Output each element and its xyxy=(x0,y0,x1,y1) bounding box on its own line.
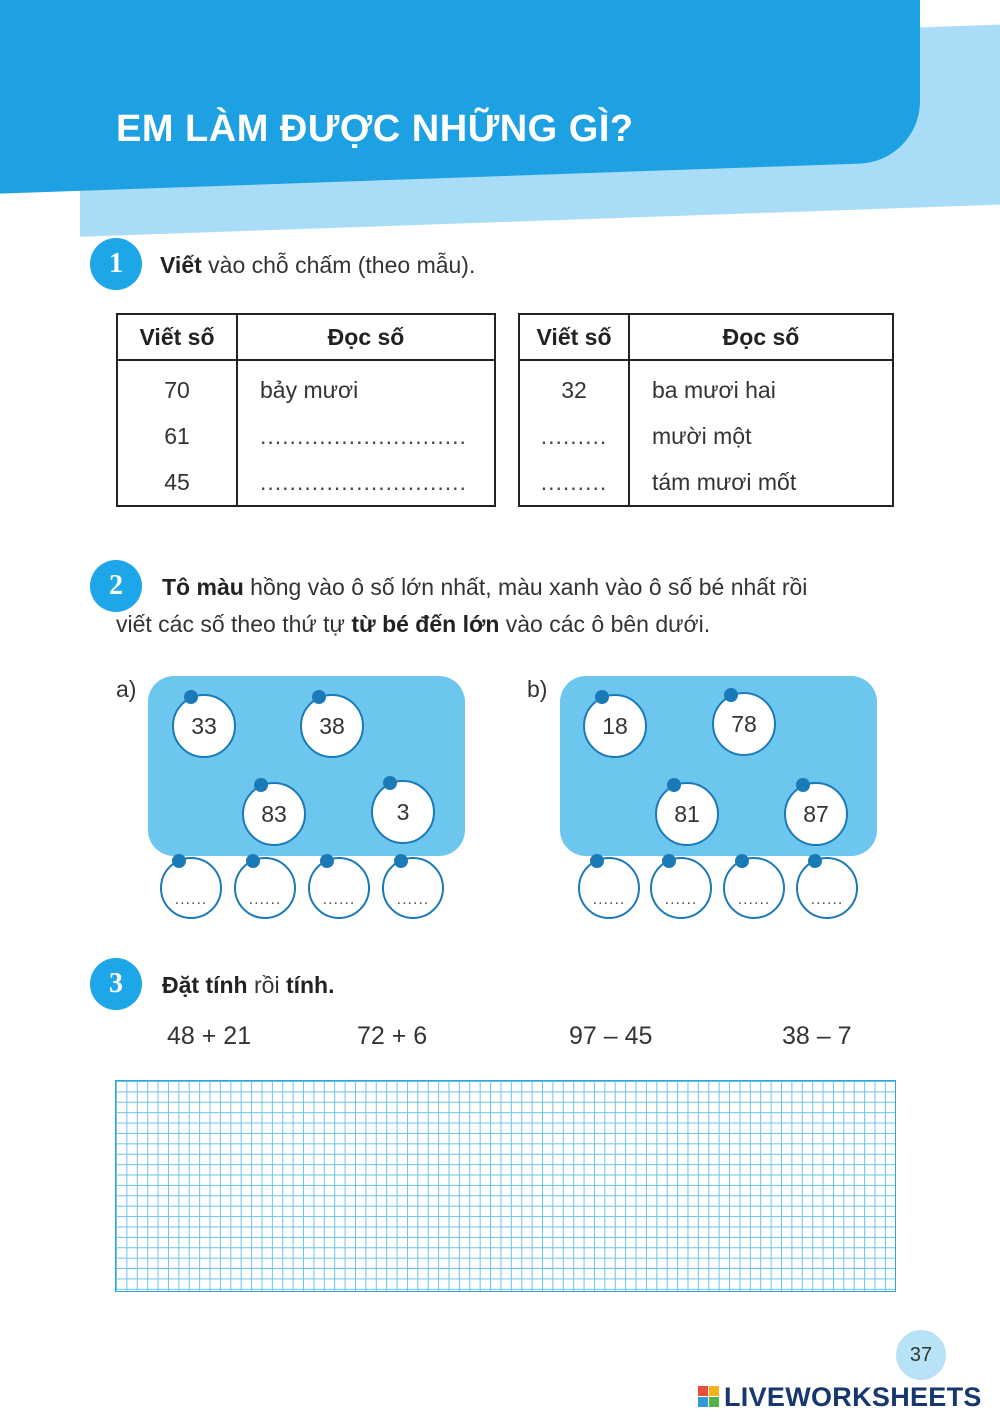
number-bubble[interactable]: 3 xyxy=(371,780,435,844)
col-header-write: Viết số xyxy=(519,314,629,360)
pin-icon xyxy=(735,854,749,868)
pin-icon xyxy=(312,690,326,704)
cell-text: mười một xyxy=(629,413,893,459)
col-header-read: Đọc số xyxy=(629,314,893,360)
expression: 38 – 7 xyxy=(782,1022,852,1050)
pin-icon xyxy=(796,778,810,792)
table-row xyxy=(519,413,893,459)
pin-icon xyxy=(724,688,738,702)
pin-icon xyxy=(808,854,822,868)
answer-bubble[interactable]: ...... xyxy=(160,857,222,919)
instr-bold: Tô màu xyxy=(162,574,244,600)
expression: 97 – 45 xyxy=(569,1022,653,1050)
table-row xyxy=(519,459,893,506)
answer-bubble[interactable]: ...... xyxy=(234,857,296,919)
pin-icon xyxy=(184,690,198,704)
answer-blank[interactable]: ............................ xyxy=(237,413,495,459)
pin-icon xyxy=(172,854,186,868)
page-number: 37 xyxy=(896,1330,946,1380)
instr-bold: từ bé đến lớn xyxy=(351,611,500,637)
table-row xyxy=(117,360,495,413)
cell-num: 32 xyxy=(519,360,629,413)
answer-blank[interactable]: ......... xyxy=(519,413,629,459)
answer-blank[interactable]: ......... xyxy=(519,459,629,506)
instr-rest: rồi xyxy=(247,972,286,998)
number-bubble[interactable]: 87 xyxy=(784,782,848,846)
answer-bubble[interactable]: ...... xyxy=(796,857,858,919)
instr-bold: Viết xyxy=(160,252,202,278)
liveworksheets-logo-icon xyxy=(698,1386,720,1408)
cell-text: tám mươi mốt xyxy=(629,459,893,506)
answer-bubble[interactable]: ...... xyxy=(650,857,712,919)
expression: 72 + 6 xyxy=(357,1022,428,1050)
number-bubble[interactable]: 38 xyxy=(300,694,364,758)
calculation-grid[interactable] xyxy=(115,1080,896,1292)
brand-text: LIVEWORKSHEETS xyxy=(724,1382,982,1412)
cell-text: bảy mươi xyxy=(237,360,495,413)
pin-icon xyxy=(662,854,676,868)
exercise-2-instruction-line2 xyxy=(116,611,710,638)
instr-rest: vào chỗ chấm (theo mẫu). xyxy=(208,252,476,278)
answer-blank[interactable]: ............................ xyxy=(237,459,495,506)
answer-bubble[interactable]: ...... xyxy=(308,857,370,919)
instr-rest: vào các ô bên dưới. xyxy=(499,611,711,637)
cell-num: 61 xyxy=(117,413,237,459)
pin-icon xyxy=(320,854,334,868)
number-bubble[interactable]: 18 xyxy=(583,694,647,758)
answer-bubble[interactable]: ...... xyxy=(723,857,785,919)
pin-icon xyxy=(246,854,260,868)
table-left xyxy=(116,313,496,507)
exercise-1-instruction xyxy=(160,252,475,279)
answer-bubble[interactable]: ...... xyxy=(382,857,444,919)
cell-num: 45 xyxy=(117,459,237,506)
instr-rest: viết các số theo thứ tự xyxy=(116,611,352,637)
col-header-write: Viết số xyxy=(117,314,237,360)
pin-icon xyxy=(595,690,609,704)
number-bubble[interactable]: 83 xyxy=(242,782,306,846)
cell-text: ba mươi hai xyxy=(629,360,893,413)
expression: 48 + 21 xyxy=(167,1022,252,1050)
table-row xyxy=(117,413,495,459)
pin-icon xyxy=(667,778,681,792)
number-bubble[interactable]: 78 xyxy=(712,692,776,756)
table-row xyxy=(117,459,495,506)
page-title: EM LÀM ĐƯỢC NHỮNG GÌ? xyxy=(116,108,634,150)
instr-rest: hồng vào ô số lớn nhất, màu xanh vào ô số bé nhất rồi xyxy=(243,574,808,600)
answer-bubble[interactable]: ...... xyxy=(578,857,640,919)
part-a-label: a) xyxy=(116,676,137,702)
part-b-label: b) xyxy=(527,676,548,702)
col-header-read: Đọc số xyxy=(237,314,495,360)
pin-icon xyxy=(383,776,397,790)
cell-num: 70 xyxy=(117,360,237,413)
table-right xyxy=(518,313,894,507)
instr-bold: Đặt tính xyxy=(162,972,248,998)
pin-icon xyxy=(394,854,408,868)
exercise-2-instruction-line1 xyxy=(162,574,807,601)
number-bubble[interactable]: 81 xyxy=(655,782,719,846)
pin-icon xyxy=(254,778,268,792)
exercise-3-instruction xyxy=(162,972,335,999)
exercise-3-badge: 3 xyxy=(90,958,142,1010)
instr-bold: tính. xyxy=(285,972,335,998)
header-banner xyxy=(0,0,920,195)
exercise-1-badge: 1 xyxy=(90,238,142,290)
pin-icon xyxy=(590,854,604,868)
exercise-2-badge: 2 xyxy=(90,560,142,612)
number-bubble[interactable]: 33 xyxy=(172,694,236,758)
table-row xyxy=(519,360,893,413)
